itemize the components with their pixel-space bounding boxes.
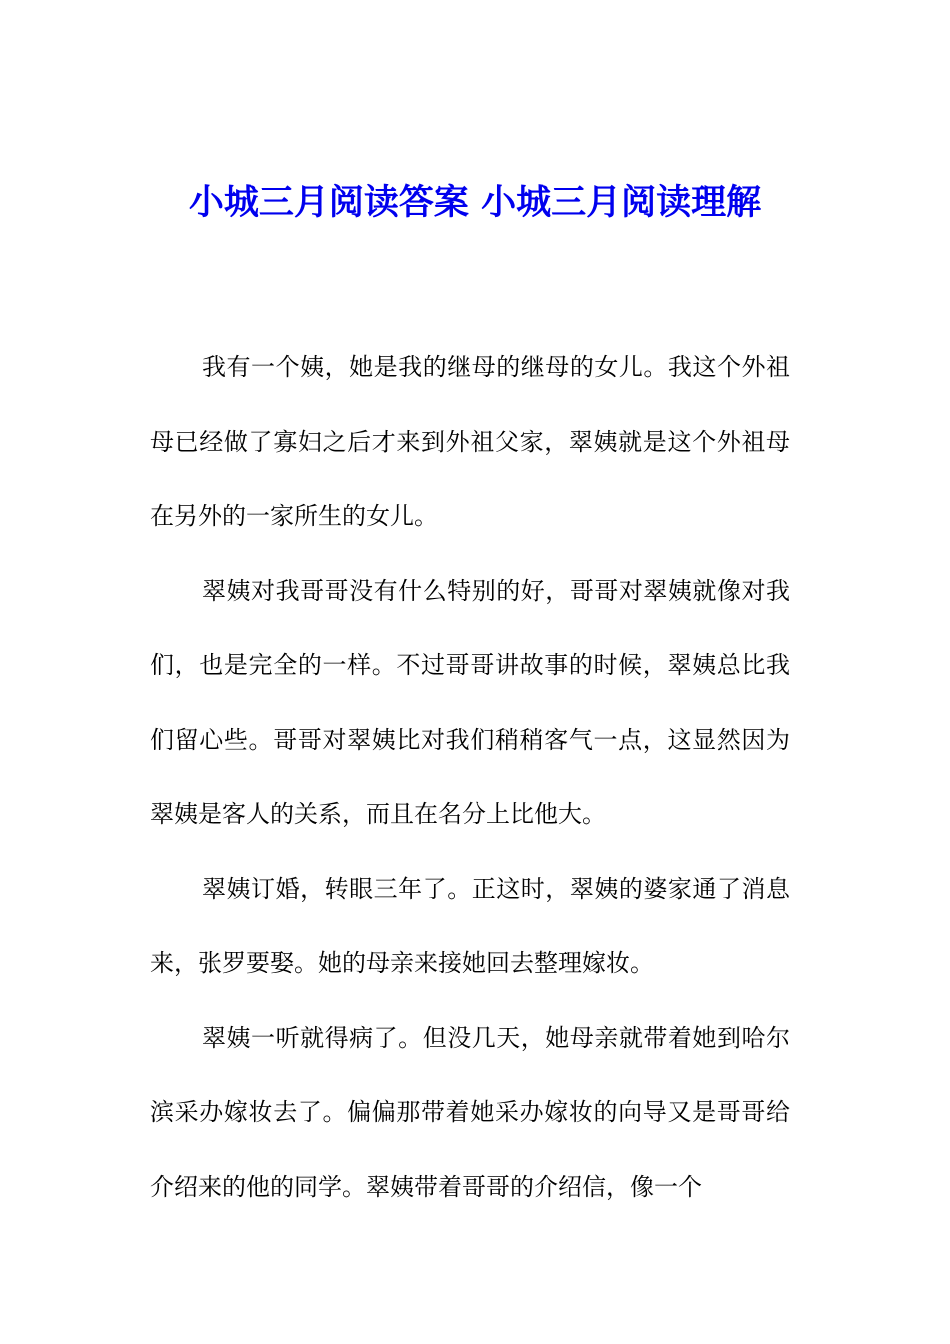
document-title: 小城三月阅读答案 小城三月阅读理解 xyxy=(188,183,762,223)
document-body xyxy=(150,330,790,1224)
paragraph-2: 翠姨对我哥哥没有什么特别的好，哥哥对翠姨就像对我们，也是完全的一样。不过哥哥讲故事的时候，翠姨总比我们留心些。哥哥对翠姨比对我们稍稍客气一点，这显然因为翠姨是客人的关系，而且在名分上比他大。 xyxy=(150,576,790,828)
paragraph-4: 翠姨一听就得病了。但没几天，她母亲就带着她到哈尔滨采办嫁妆去了。偏偏那带着她采办嫁妆的向导又是哥哥给介绍来的他的同学。翠姨带着哥哥的介绍信，像一个 xyxy=(150,1023,790,1201)
paragraph-1: 我有一个姨，她是我的继母的继母的女儿。我这个外祖母已经做了寡妇之后才来到外祖父家，翠姨就是这个外祖母在另外的一家所生的女儿。 xyxy=(150,353,790,530)
paragraph-3: 翠姨订婚，转眼三年了。正这时，翠姨的婆家通了消息来，张罗要娶。她的母亲来接她回去整理嫁妆。 xyxy=(150,874,790,977)
